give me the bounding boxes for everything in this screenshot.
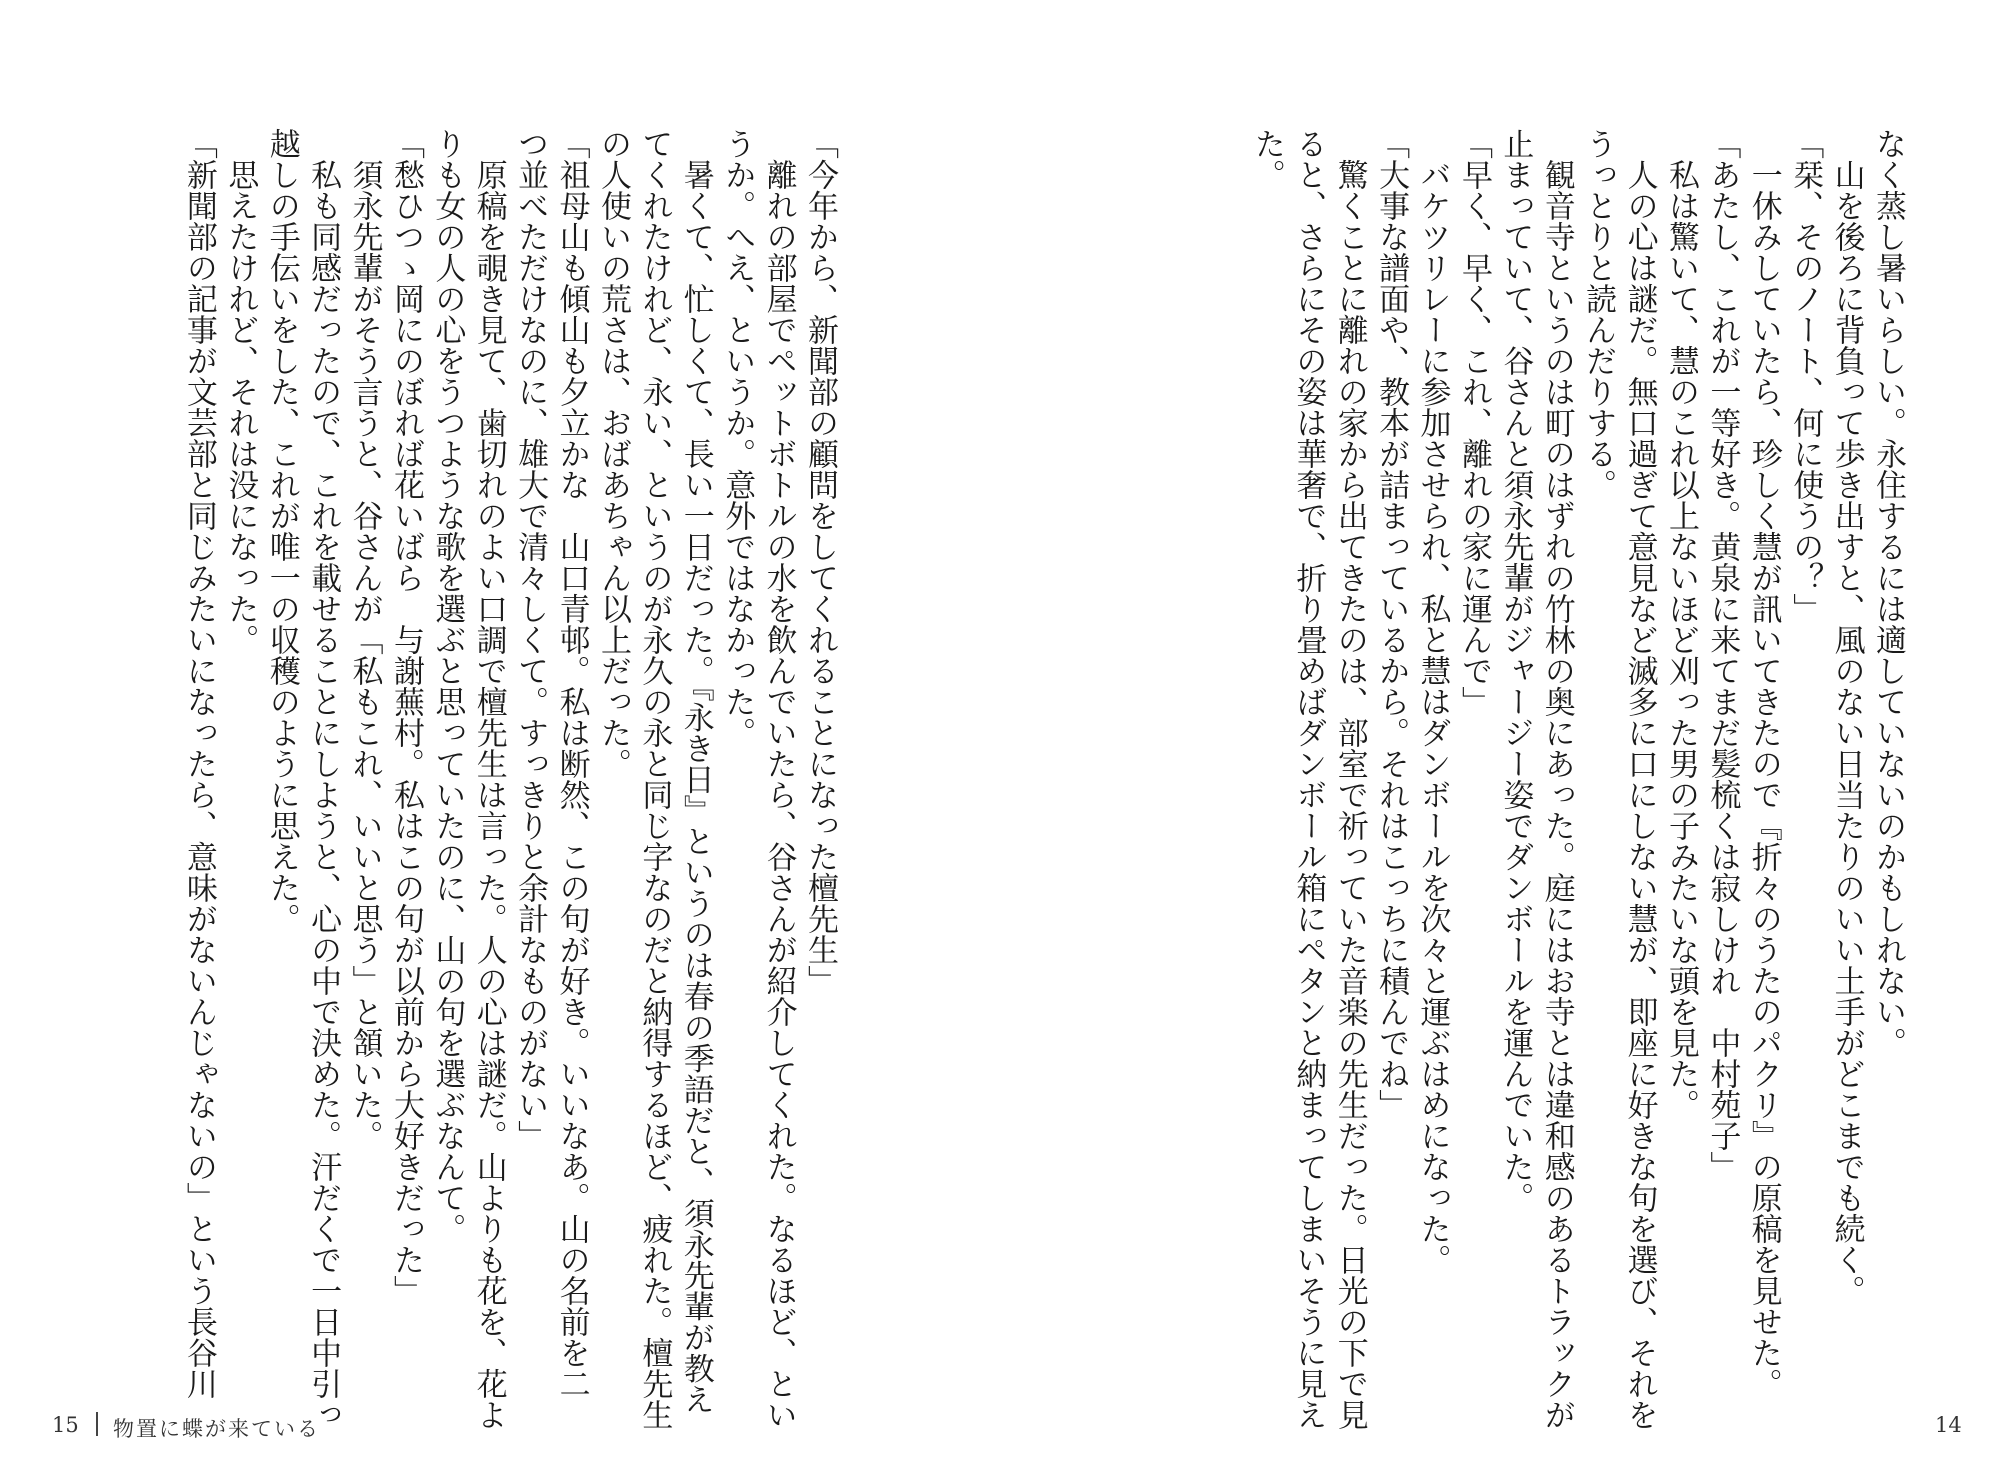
text-line: 「祖母山も傾山も夕立かな 山口青邨。私は断然、この句が好き。いいなあ。山の名前を二 <box>553 128 590 1399</box>
text-line: 「今年から、新聞部の顧問をしてくれることになった檀先生」 <box>802 128 838 996</box>
text-line: 「早く、早く、これ、離れの家に運んで」 <box>1455 128 1492 717</box>
text-line: てくれたけれど、永い、というのが永久の永と同じ字なのだと納得するほど、疲れた。檀先生 <box>636 128 673 1430</box>
running-title: 物置に蝶が来ている <box>113 1417 320 1441</box>
text-line: 私は驚いて、慧のこれ以上ないほど刈った男の子みたいな頭を見た。 <box>1662 128 1699 1120</box>
text-line: 暑くて、忙しくて、長い一日だった。『永き日』というのは春の季語だと、須永先輩が教え <box>677 128 714 1415</box>
left-page-text <box>180 128 840 1430</box>
text-line: 観音寺というのは町のはずれの竹林の奥にあった。庭にはお寺とは違和感のあるトラックが <box>1538 128 1575 1430</box>
text-line: バケツリレーに参加させられ、私と慧はダンボールを次々と運ぶはめになった。 <box>1414 128 1451 1275</box>
text-line: うか。へえ、というか。意外ではなかった。 <box>719 128 756 748</box>
text-line: 「栞、そのノート、何に使うの？」 <box>1787 128 1824 624</box>
text-line: 「新聞部の記事が文芸部と同じみたいになったら、意味がないんじゃないの」という長谷川 <box>180 128 217 1399</box>
text-line: 山を後ろに背負って歩き出すと、風のない日当たりのいい土手がどこまでも続く。 <box>1828 128 1865 1306</box>
text-line: た。 <box>1248 128 1285 190</box>
running-title-divider <box>96 1412 98 1436</box>
text-line: 越しの手伝いをした、これが唯一の収穫のように思えた。 <box>263 128 300 934</box>
right-page-text <box>1182 128 1908 1430</box>
text-line: 止まっていて、谷さんと須永先輩がジャージー姿でダンボールを運んでいた。 <box>1497 128 1534 1213</box>
text-line: 須永先輩がそう言うと、谷さんが「私もこれ、いいと思う」と頷いた。 <box>346 128 383 1151</box>
text-line: 原稿を覗き見て、歯切れのよい口調で檀先生は言った。人の心は謎だ。山よりも花を、花よ <box>470 128 507 1430</box>
text-line: 人の心は謎だ。無口過ぎて意見など滅多に口にしない慧が、即座に好きな句を選び、それを <box>1621 128 1658 1430</box>
text-line: 「あたし、これが一等好き。黄泉に来てまだ髪梳くは寂しけれ 中村苑子」 <box>1704 128 1741 1182</box>
text-line: 私も同感だったので、これを載せることにしようと、心の中で決めた。汗だくで一日中引っ <box>305 128 342 1430</box>
text-line: 思えたけれど、それは没になった。 <box>222 128 259 655</box>
text-line: なく蒸し暑いらしい。永住するには適していないのかもしれない。 <box>1870 128 1906 1058</box>
text-line: つ並べただけなのに、雄大で清々しくて。すっきりと余計なものがない」 <box>512 128 549 1151</box>
text-line: りも女の人の心をうつような歌を選ぶと思っていたのに、山の句を選ぶなんて。 <box>429 128 466 1244</box>
text-line: 「愁ひつゝ岡にのぼれば花いばら 与謝蕪村。私はこの句が以前から大好きだった」 <box>387 128 424 1306</box>
text-line: ると、さらにその姿は華奢で、折り畳めばダンボール箱にペタンと納まってしまいそうに見え <box>1290 128 1327 1430</box>
text-line: 驚くことに離れの家から出てきたのは、部室で祈っていた音楽の先生だった。日光の下で見 <box>1331 128 1368 1430</box>
text-line: 一休みしていたら、珍しく慧が訊いてきたので『折々のうたのパクリ』の原稿を見せた。 <box>1745 128 1782 1399</box>
page-number-right: 14 <box>1935 1413 1962 1437</box>
text-line: の人使いの荒さは、おばあちゃん以上だった。 <box>594 128 631 779</box>
text-line: 離れの部屋でペットボトルの水を飲んでいたら、谷さんが紹介してくれた。なるほど、とい <box>760 128 797 1430</box>
text-line: うっとりと読んだりする。 <box>1580 128 1617 500</box>
page-number-left: 15 <box>52 1413 79 1437</box>
text-line: 「大事な譜面や、教本が詰まっているから。それはこっちに積んでね」 <box>1373 128 1410 1120</box>
